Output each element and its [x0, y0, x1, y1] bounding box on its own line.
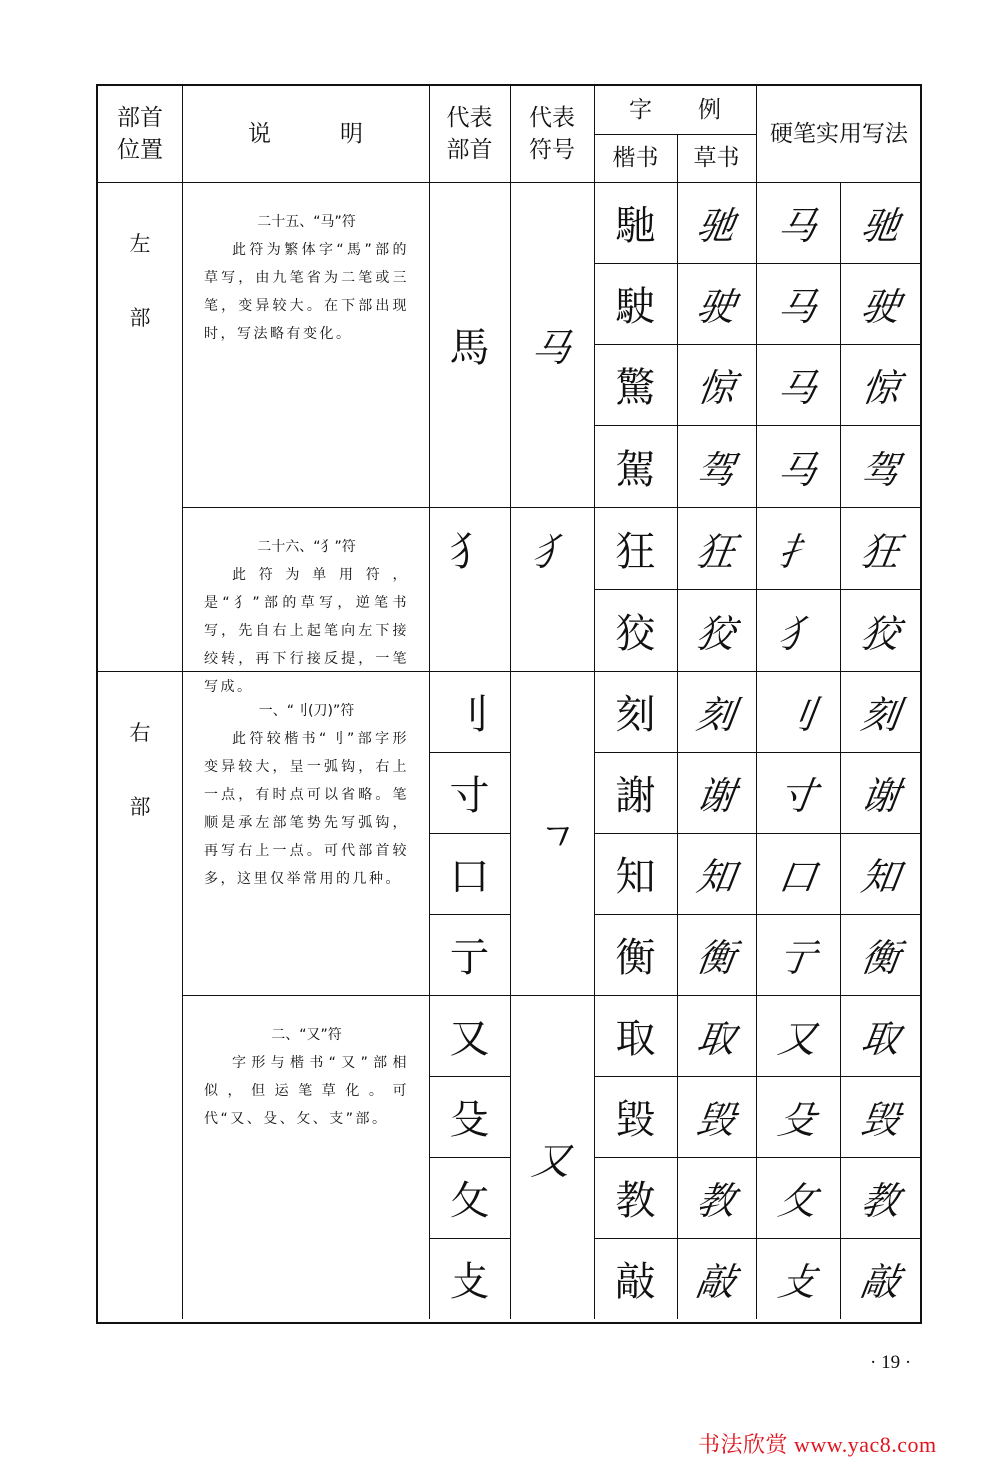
- hardpen-character: 惊: [858, 366, 903, 410]
- column-divider: [510, 507, 511, 671]
- example-regular: 取: [615, 1016, 656, 1062]
- column-divider: [510, 182, 511, 507]
- hardpen-component: 寸: [775, 774, 820, 818]
- hardpen-component: 马: [775, 204, 820, 248]
- radical-table: [96, 84, 922, 1324]
- rep-radical: 口: [449, 854, 490, 900]
- hardpen-character: 取: [858, 1017, 903, 1061]
- hardpen-character: 敲: [858, 1260, 903, 1304]
- column-divider: [594, 182, 595, 507]
- example-cursive: 谢: [693, 774, 739, 818]
- hardpen-component: 攴: [775, 1260, 820, 1304]
- example-regular: 驚: [615, 365, 656, 411]
- group-body: 此符为繁体字“馬”部的草写，由九笔省为二笔或三笔，变异较大。在下部出现时，写法略有变化。: [204, 242, 409, 342]
- example-cursive: 毁: [693, 1098, 739, 1142]
- column-divider: [756, 182, 757, 507]
- column-divider: [429, 995, 430, 1319]
- column-divider: [429, 671, 430, 995]
- group-body: 字形与楷书“又”部相似，但运笔草化。可代“又、殳、攵、支”部。: [204, 1055, 409, 1127]
- hardpen-component: 亍: [775, 936, 820, 980]
- column-divider: [594, 995, 595, 1319]
- column-divider: [840, 182, 841, 507]
- rep-radical: 犭: [449, 528, 490, 575]
- example-regular: 馳: [615, 203, 656, 249]
- group-title: 二十五、“马”符: [257, 214, 356, 230]
- section-position: 右 部: [129, 721, 151, 819]
- column-divider: [594, 86, 595, 182]
- hardpen-component: 犭: [775, 611, 820, 656]
- example-regular: 謝: [615, 773, 656, 819]
- example-cursive: 取: [693, 1017, 739, 1061]
- header-cursive: 草书: [693, 145, 740, 171]
- column-divider: [756, 86, 757, 182]
- group-title: 一、“刂(刀)”符: [258, 703, 355, 719]
- header-position-text: 部首 位置: [117, 105, 163, 163]
- hardpen-component: 殳: [775, 1098, 820, 1142]
- example-cursive: 驶: [693, 285, 739, 329]
- column-divider: [756, 671, 757, 995]
- hardpen-character: 驶: [858, 285, 903, 329]
- group-title: 二十六、“犭”符: [257, 539, 356, 555]
- hardpen-character: 驰: [858, 204, 903, 248]
- header-rep-symbol: 代表 符号: [529, 105, 575, 163]
- row-divider: [594, 134, 756, 135]
- example-cursive: 狡: [693, 611, 739, 656]
- group-body: 此符较楷书“刂”部字形变异较大，呈一弧钩，右上一点，有时点可以省略。笔顺是承左部笔势先写弧钩，再写右上一点。可代部首较多，这里仅举常用的几种。: [204, 731, 409, 887]
- column-divider: [182, 182, 183, 671]
- column-divider: [594, 507, 595, 671]
- hardpen-character: 刻: [858, 693, 903, 737]
- example-regular: 駛: [615, 284, 656, 330]
- hardpen-character: 衡: [858, 936, 903, 980]
- example-regular: 刻: [615, 692, 656, 738]
- hardpen-character: 知: [858, 855, 903, 899]
- rep-radical: 攵: [449, 1178, 490, 1224]
- rep-radical: 殳: [449, 1097, 490, 1143]
- rep-radical: 又: [449, 1016, 490, 1062]
- hardpen-component: 马: [775, 366, 820, 410]
- watermark-link[interactable]: 书法欣赏 www.yac8.com: [698, 1432, 937, 1457]
- group-description: [182, 507, 429, 695]
- column-divider: [677, 507, 678, 671]
- rep-radical: 攴: [449, 1259, 490, 1305]
- column-divider: [429, 86, 430, 182]
- section-position: 左 部: [129, 232, 151, 330]
- rep-symbol: 马: [529, 326, 574, 370]
- header-regular: 楷书: [612, 145, 659, 171]
- rep-symbol: 犭: [529, 529, 574, 574]
- column-divider: [677, 134, 678, 182]
- example-regular: 狂: [615, 528, 656, 575]
- hardpen-component: 刂: [775, 693, 820, 737]
- example-cursive: 驰: [693, 204, 739, 248]
- column-divider: [840, 671, 841, 995]
- example-cursive: 教: [693, 1179, 739, 1223]
- group-description: [182, 182, 429, 507]
- rep-symbol: ㄱ: [530, 814, 573, 859]
- example-cursive: 敲: [693, 1260, 739, 1304]
- hardpen-component: 马: [775, 447, 820, 492]
- hardpen-character: 毁: [858, 1098, 903, 1142]
- rep-radical: 馬: [449, 325, 490, 371]
- column-divider: [182, 671, 183, 1319]
- column-divider: [594, 671, 595, 995]
- example-cursive: 狂: [693, 529, 739, 574]
- example-regular: 知: [615, 854, 656, 900]
- column-divider: [677, 995, 678, 1319]
- hardpen-component: 扌: [775, 529, 820, 574]
- header-position: [98, 86, 182, 182]
- page-number: · 19 ·: [870, 1352, 912, 1373]
- column-divider: [510, 671, 511, 995]
- column-divider: [756, 995, 757, 1319]
- example-regular: 毀: [615, 1097, 656, 1143]
- group-description: [182, 995, 429, 1319]
- rep-radical: 寸: [449, 773, 490, 819]
- hardpen-character: 驾: [858, 447, 903, 492]
- column-divider: [510, 86, 511, 182]
- example-cursive: 驾: [693, 447, 739, 492]
- column-divider: [182, 86, 183, 182]
- column-divider: [429, 182, 430, 507]
- header-rep-radical: 代表 部首: [446, 105, 493, 163]
- hardpen-component: 口: [775, 855, 820, 899]
- column-divider: [510, 995, 511, 1319]
- rep-symbol: 又: [529, 1138, 574, 1183]
- column-divider: [756, 507, 757, 671]
- example-regular: 敲: [615, 1259, 656, 1305]
- group-body: 此符为单用符，是“犭”部的草写，逆笔书写，先自右上起笔向左下接绞转，再下行接反提，一笔写成。: [204, 567, 409, 695]
- hardpen-character: 狡: [858, 611, 903, 656]
- group-title: 二、“又”符: [271, 1027, 342, 1043]
- example-cursive: 刻: [693, 693, 739, 737]
- example-regular: 駕: [615, 446, 656, 493]
- header-examples: 字 例: [629, 97, 721, 123]
- column-divider: [429, 507, 430, 671]
- rep-radical: 亍: [449, 935, 490, 981]
- example-cursive: 惊: [693, 366, 739, 410]
- group-description: [182, 671, 429, 995]
- hardpen-character: 狂: [858, 529, 903, 574]
- hardpen-character: 教: [858, 1179, 903, 1223]
- example-regular: 教: [615, 1178, 656, 1224]
- column-divider: [840, 507, 841, 671]
- header-description: 说 明: [248, 121, 363, 147]
- example-cursive: 衡: [693, 936, 739, 980]
- column-divider: [677, 182, 678, 507]
- example-regular: 衡: [615, 935, 656, 981]
- hardpen-character: 谢: [858, 774, 903, 818]
- column-divider: [840, 995, 841, 1319]
- header-hardpen: 硬笔实用写法: [770, 121, 908, 147]
- hardpen-component: 又: [775, 1017, 820, 1061]
- example-regular: 狡: [615, 610, 656, 657]
- hardpen-component: 马: [775, 285, 820, 329]
- hardpen-component: 攵: [775, 1179, 820, 1223]
- example-cursive: 知: [693, 855, 739, 899]
- rep-radical: 刂: [449, 692, 490, 738]
- column-divider: [677, 671, 678, 995]
